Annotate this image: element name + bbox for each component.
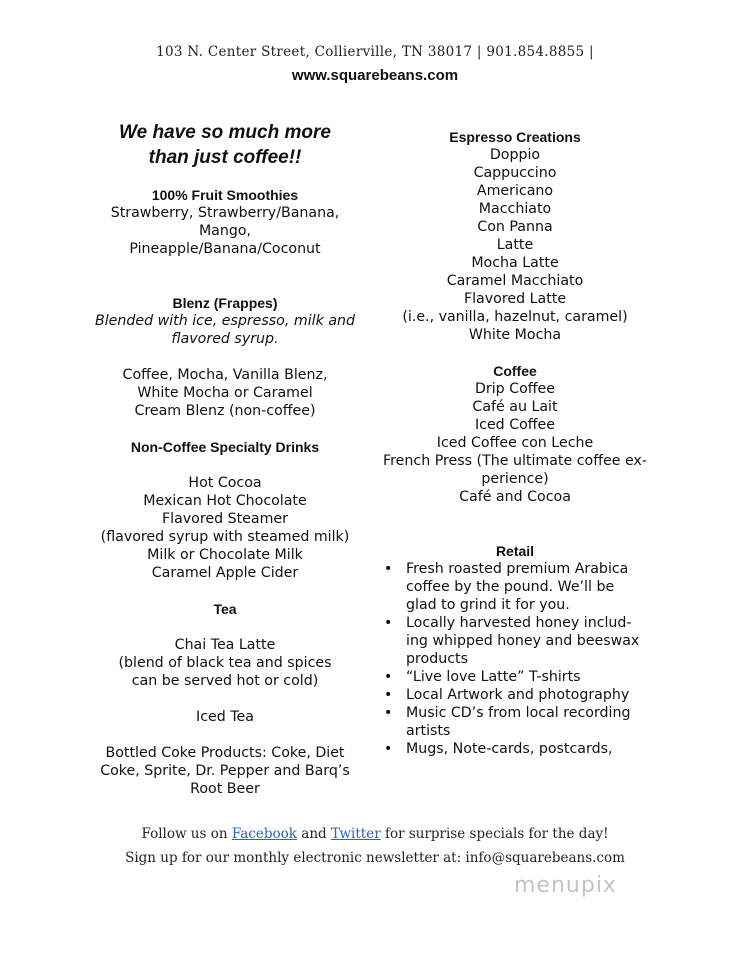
- blenz-title: Blenz (Frappes): [172, 295, 278, 311]
- footer-social: [0, 826, 750, 842]
- smoothies-section: [86, 186, 364, 258]
- footer-text: and: [296, 826, 331, 842]
- blenz-line: Cream Blenz (non-coffee): [134, 403, 316, 419]
- retail-item-line: Music CD’s from local recording: [406, 705, 631, 721]
- coffee-section: [372, 362, 658, 506]
- footer-text: for surprise specials for the day!: [380, 826, 609, 842]
- retail-item: [372, 560, 658, 614]
- coffee-item: Iced Coffee: [474, 417, 556, 433]
- espresso-title: Espresso Creations: [449, 129, 581, 145]
- retail-item-line: artists: [406, 723, 451, 739]
- chai-line: (blend of black tea and spices: [118, 655, 332, 671]
- espresso-item: Mocha Latte: [471, 255, 559, 271]
- retail-item-line: ing whipped honey and beeswax: [406, 633, 640, 649]
- retail-item-line: Mugs, Note-cards, postcards,: [406, 741, 613, 757]
- left-column: [86, 120, 364, 798]
- smoothies-line: Mango,: [198, 223, 252, 239]
- blenz-line: White Mocha or Caramel: [137, 385, 313, 401]
- bullet-icon: •: [384, 615, 393, 631]
- bottled-line: Coke, Sprite, Dr. Pepper and Barq’s: [100, 763, 350, 779]
- retail-item-line: Local Artwork and photography: [406, 687, 630, 703]
- twitter-link[interactable]: Twitter: [330, 826, 381, 842]
- espresso-item: Latte: [496, 237, 534, 253]
- smoothies-title: 100% Fruit Smoothies: [151, 187, 299, 203]
- tagline-line-1: We have so much more: [119, 122, 331, 143]
- coffee-item: Café and Cocoa: [459, 489, 571, 505]
- espresso-item: White Mocha: [468, 327, 562, 343]
- espresso-item: Macchiato: [478, 201, 552, 217]
- retail-item-line: glad to grind it for you.: [406, 597, 570, 613]
- tagline-line-2: than just coffee!!: [148, 147, 302, 168]
- coffee-item: French Press (The ultimate coffee ex-: [383, 453, 647, 469]
- retail-title: Retail: [495, 543, 535, 559]
- retail-item: [372, 614, 658, 668]
- retail-item-line: coffee by the pound. We’ll be: [406, 579, 615, 595]
- right-column: [372, 128, 658, 758]
- store-address: 103 N. Center Street, Collierville, TN 38017 | 901.854.8855 |: [156, 44, 594, 60]
- retail-section: [372, 542, 658, 758]
- coffee-title: Coffee: [493, 363, 537, 379]
- facebook-link[interactable]: Facebook: [231, 826, 297, 842]
- tea-section: [86, 600, 364, 798]
- espresso-item: Doppio: [489, 147, 541, 163]
- espresso-item: Cappuccino: [473, 165, 557, 181]
- retail-item: [372, 686, 658, 704]
- noncoffee-line: Hot Cocoa: [188, 475, 262, 491]
- noncoffee-line: Milk or Chocolate Milk: [147, 547, 303, 563]
- bullet-icon: •: [384, 741, 393, 757]
- chai-line: Chai Tea Latte: [174, 637, 276, 653]
- blenz-desc-line: flavored syrup.: [171, 331, 279, 347]
- espresso-item: Caramel Macchiato: [446, 273, 584, 289]
- espresso-item: (i.e., vanilla, hazelnut, caramel): [402, 309, 628, 325]
- espresso-item: Flavored Latte: [463, 291, 567, 307]
- bullet-icon: •: [384, 705, 393, 721]
- retail-item: [372, 704, 658, 740]
- coffee-item: perience): [481, 471, 549, 487]
- bottled-line: Root Beer: [190, 781, 260, 797]
- retail-item-line: “Live love Latte” T-shirts: [406, 669, 581, 685]
- blenz-desc-line: Blended with ice, espresso, milk and: [94, 313, 356, 329]
- bottled-line: Bottled Coke Products: Coke, Diet: [105, 745, 345, 761]
- bullet-icon: •: [384, 561, 393, 577]
- retail-item-line: Locally harvested honey includ-: [406, 615, 632, 631]
- footer-newsletter: Sign up for our monthly electronic newsletter at: info@squarebeans.com: [125, 850, 625, 866]
- footer-text: Follow us on: [141, 826, 232, 842]
- watermark: menupix: [514, 873, 617, 898]
- iced-tea: Iced Tea: [196, 709, 254, 725]
- noncoffee-section: [86, 438, 364, 582]
- espresso-item: Americano: [476, 183, 554, 199]
- website-url[interactable]: www.squarebeans.com: [291, 67, 459, 84]
- retail-item-line: products: [406, 651, 468, 667]
- espresso-section: [372, 128, 658, 344]
- retail-item-line: Fresh roasted premium Arabica: [406, 561, 629, 577]
- tagline: [86, 120, 364, 170]
- chai-line: can be served hot or cold): [131, 673, 319, 689]
- retail-item: [372, 668, 658, 686]
- coffee-item: Drip Coffee: [474, 381, 556, 397]
- coffee-item: Iced Coffee con Leche: [436, 435, 594, 451]
- noncoffee-line: Mexican Hot Chocolate: [143, 493, 307, 509]
- retail-item: [372, 740, 658, 758]
- espresso-item: Con Panna: [477, 219, 553, 235]
- noncoffee-line: Caramel Apple Cider: [151, 565, 299, 581]
- noncoffee-line: Flavored Steamer: [161, 511, 288, 527]
- noncoffee-line: (flavored syrup with steamed milk): [100, 529, 350, 545]
- smoothies-line: Strawberry, Strawberry/Banana,: [110, 205, 340, 221]
- blenz-section: [86, 294, 364, 420]
- coffee-item: Café au Lait: [472, 399, 558, 415]
- smoothies-line: Pineapple/Banana/Coconut: [129, 241, 321, 257]
- blenz-line: Coffee, Mocha, Vanilla Blenz,: [122, 367, 328, 383]
- retail-list: [372, 560, 658, 758]
- bullet-icon: •: [384, 669, 393, 685]
- noncoffee-title: Non-Coffee Specialty Drinks: [130, 439, 320, 455]
- tea-title: Tea: [213, 601, 237, 617]
- bullet-icon: •: [384, 687, 393, 703]
